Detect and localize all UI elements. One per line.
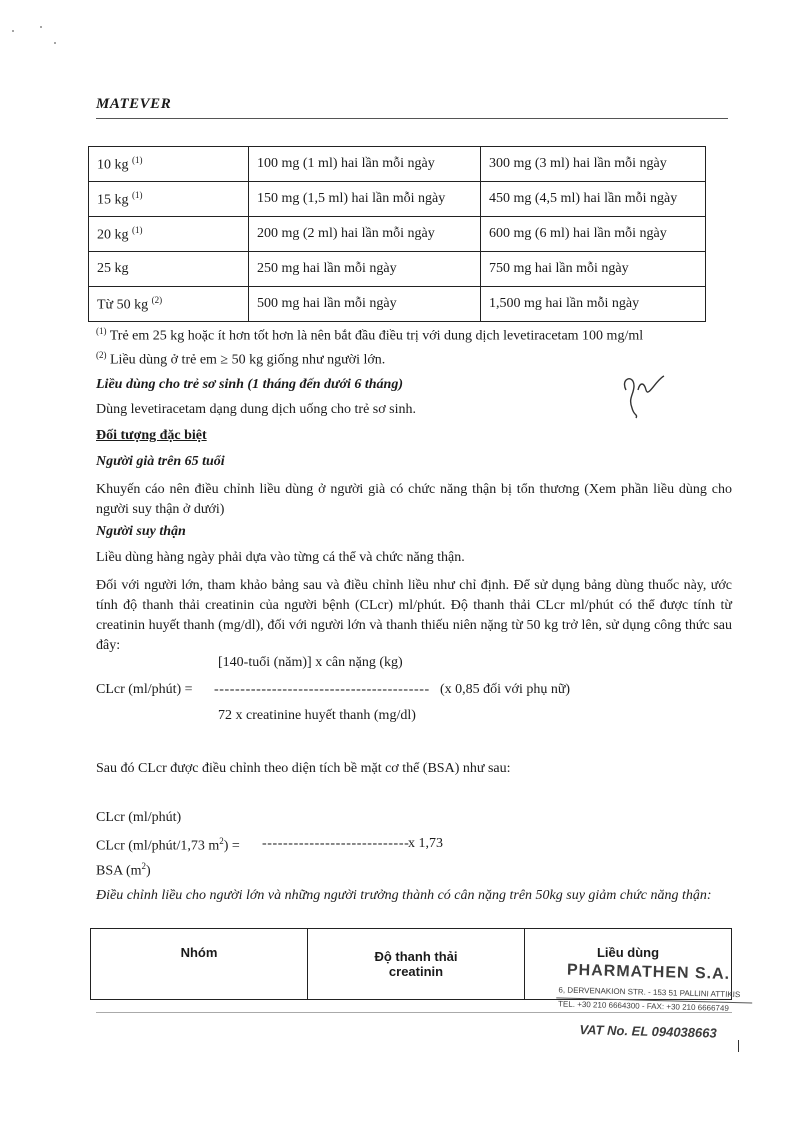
formula1-lhs: CLcr (ml/phút) = [96,682,193,697]
renal-text-1: Liều dùng hàng ngày phải dựa vào từng cá thể và chức năng thận. [96,550,465,565]
scan-speck [40,26,42,28]
dose-cell: 250 mg hai lần mỗi ngày [249,252,481,287]
stamp-phone: TEL. +30 210 6664300 - FAX: +30 210 6666749 [557,999,729,1013]
scan-speck [12,30,14,32]
stamp-vat: VAT No. EL 094038663 [579,1022,717,1041]
weight-cell: 25 kg [89,252,249,287]
header-clearance: Độ thanh thải creatinin [308,929,525,1000]
dose-cell: 450 mg (4,5 ml) hai lần mỗi ngày [481,182,706,217]
weight-cell: Từ 50 kg $^{(2)}$ [89,287,249,322]
weight-cell: 20 kg $^{(1)}$ [89,217,249,252]
scan-mark [738,1040,739,1052]
footer-divider [96,1012,732,1013]
special-heading: Đối tượng đặc biệt [96,428,207,443]
dose-cell: 1,500 mg hai lần mỗi ngày [481,287,706,322]
dose-cell: 500 mg hai lần mỗi ngày [249,287,481,322]
stamp-address: 6, DERVENAKION STR. - 153 51 PALLINI ATTIKIS [558,985,741,1000]
dose-cell: 750 mg hai lần mỗi ngày [481,252,706,287]
handwritten-initials [612,368,672,420]
renal-heading: Người suy thận [96,524,186,539]
table-row [89,217,706,252]
formula1-denominator: 72 x creatinine huyết thanh (mg/dl) [218,708,416,723]
infant-text: Dùng levetiracetam dạng dung dịch uống cho trẻ sơ sinh. [96,402,416,417]
company-stamp [555,961,757,1056]
formula2-lhs: CLcr (ml/phút/1,73 $m^2$) = [96,836,240,854]
footnote-2: $^{(2)}$ Liều dùng ở trẻ em ≥ 50 kg giống như người lớn. [96,350,386,368]
header-dose: Liều dùng [525,929,732,1000]
formula2-denominator: BSA $(m^2)$ [96,861,151,879]
formula1-fraction-bar: ----------------------------------------- [214,682,430,697]
weight-cell: 10 kg $^{(1)}$ [89,147,249,182]
dose-cell: 600 mg (6 ml) hai lần mỗi ngày [481,217,706,252]
table-row [89,287,706,322]
header-group: Nhóm [91,929,308,1000]
infant-heading: Liều dùng cho trẻ sơ sinh (1 tháng đến dưới 6 tháng) [96,377,403,392]
dose-cell: 100 mg (1 ml) hai lần mỗi ngày [249,147,481,182]
dose-cell: 300 mg (3 ml) hai lần mỗi ngày [481,147,706,182]
adjust-heading: Điều chỉnh liều cho người lớn và những người trưởng thành có cân nặng trên 50kg suy giảm chức năng thận: [96,888,712,903]
formula2-factor: x 1,73 [408,836,443,851]
dose-table [88,146,706,322]
elderly-heading: Người già trên 65 tuổi [96,454,225,469]
formula2-fraction-bar: ---------------------------- [262,836,410,851]
weight-cell: 15 kg $^{(1)}$ [89,182,249,217]
formula1-numerator: [140-tuổi (năm)] x cân nặng (kg) [218,655,403,670]
renal-text-2: Đối với người lớn, tham khảo bảng sau và điều chỉnh liều như chỉ định. Để sử dụng bảng dùng thuốc này, ước tính độ thanh thải creatinin của người bệnh (CLcr) ml/phút. Độ thanh thải CLcr ml/phút có thể được tính từ creatinin huyết thanh (mg/dl), đối với người lớn và thanh thiếu niên nặng từ 50 kg trở lên, sử dụng công thức sau đây: [96,578,732,653]
table-row [89,182,706,217]
bsa-text: Sau đó CLcr được điều chỉnh theo diện tích bề mặt cơ thể (BSA) như sau: [96,761,511,776]
document-header: MATEVER [96,96,172,112]
elderly-text: Khuyến cáo nên điều chỉnh liều dùng ở người già có chức năng thận bị tổn thương (Xem phần liều dùng cho người suy thận ở dưới) [96,482,732,517]
formula2-numerator: CLcr (ml/phút) [96,810,182,825]
dose-cell: 150 mg (1,5 ml) hai lần mỗi ngày [249,182,481,217]
scan-speck [54,42,56,44]
table-row [89,147,706,182]
header-divider [96,118,728,119]
dose-cell: 200 mg (2 ml) hai lần mỗi ngày [249,217,481,252]
stamp-company-name: PHARMATHEN S.A. [566,961,731,983]
formula1-note: (x 0,85 đối với phụ nữ) [440,682,571,697]
table-row [89,252,706,287]
footnote-1: $^{(1)}$ Trẻ em 25 kg hoặc ít hơn tốt hơn là nên bắt đầu điều trị với dung dịch levetiracetam 100 mg/ml [96,326,644,344]
